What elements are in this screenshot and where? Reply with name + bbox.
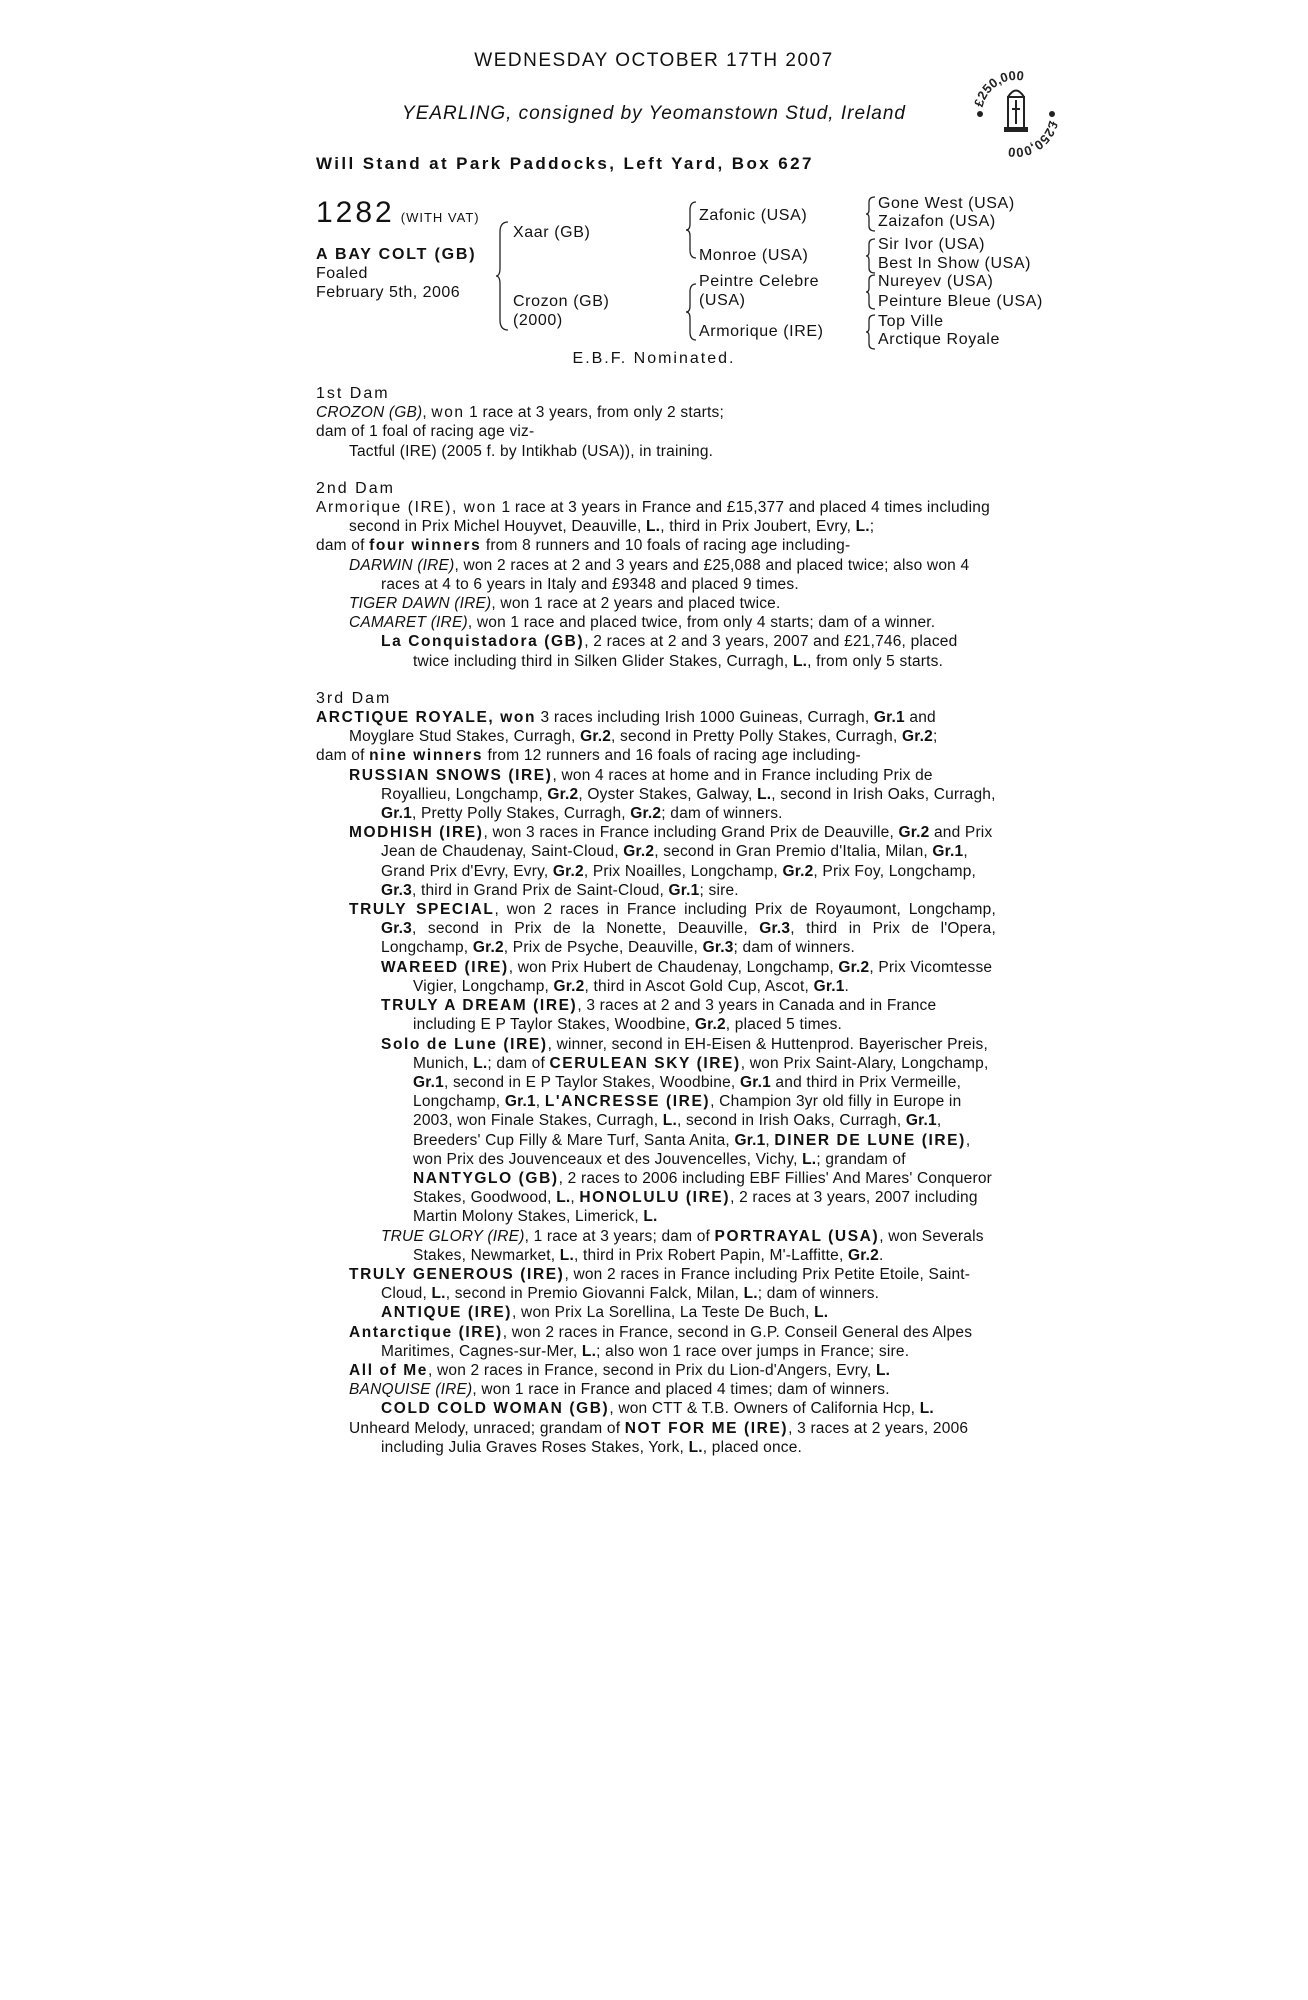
pedigree-brace-g2	[866, 238, 876, 274]
produce-antarctique: Antarctique (IRE), won 2 races in France, second in G.P. Conseil General des Alpes Maritimes, Cagnes-sur-Mer, L.; also won 1 race over jumps in France; sire.	[349, 1323, 973, 1360]
produce-all-of-me: All of Me, won 2 races in France, second in Prix du Lion-d'Angers, Evry, L.	[349, 1361, 891, 1379]
foaled-date: February 5th, 2006	[316, 284, 461, 301]
pedigree-brace-sire	[686, 200, 698, 260]
ddd: Arctique Royale	[878, 331, 1000, 348]
produce-cold-cold-woman: COLD COLD WOMAN (GB), won CTT & T.B. Owners of California Hcp, L.	[381, 1400, 934, 1418]
vat-note: (WITH VAT)	[400, 210, 480, 225]
pedigree-brace-dam	[686, 282, 698, 342]
dss: Nureyev (USA)	[878, 273, 994, 290]
ssd: Zaizafon (USA)	[878, 213, 996, 230]
produce-truly-special: TRULY SPECIAL, won 2 races in France including Prix de Royaumont, Longchamp, Gr.3, second in Prix de la Nonette, Deauville, Gr.3, third in Prix de l'Opera, Longchamp, Gr.2, Prix de Psyche, Deauville, Gr.3; dam of winners.	[349, 901, 997, 957]
produce-tiger-dawn: TIGER DAWN (IRE), won 1 race at 2 years and placed twice.	[349, 595, 781, 613]
produce-modhish: MODHISH (IRE), won 3 races in France including Grand Prix de Deauville, Gr.2 and Prix Jean de Chaudenay, Saint-Cloud, Gr.2, second in Gran Premio d'Italia, Milan, Gr.1, Grand Prix d'Evry, Evry, Gr.2, Prix Noailles, Longchamp, Gr.2, Prix Foy, Longchamp, Gr.3, third in Grand Prix de Saint-Cloud, Gr.1; sire.	[349, 824, 993, 899]
pedigree-brace-g1	[866, 196, 876, 232]
produce-la-conquistadora: La Conquistadora (GB), 2 races at 2 and 3 years, 2007 and £21,746, placed twice including third in Silken Glider Stakes, Curragh, L., from only 5 starts.	[381, 633, 958, 670]
svg-text:£250,000: £250,000	[970, 67, 1025, 109]
dam-dam: Armorique (IRE)	[699, 323, 824, 340]
stand-location: Will Stand at Park Paddocks, Left Yard, Box 627	[316, 154, 814, 173]
pedigree-brace-g4	[866, 314, 876, 350]
produce-antique: ANTIQUE (IRE), won Prix La Sorellina, La Teste De Buch, L.	[381, 1304, 829, 1322]
produce-solo-de-lune: Solo de Lune (IRE), winner, second in EH-Eisen & Huttenprod. Bayerischer Preis, Munich, L.; dam of CERULEAN SKY (IRE), won Prix Saint-Alary, Longchamp, Gr.1, second in E P Taylor Stakes, Woodbine, Gr.1 and third in Prix Vermeille, Longchamp, Gr.1, L'ANCRESSE (IRE), Champion 3yr old filly in Europe in 2003, won Finale Stakes, Curragh, L., second in Irish Oaks, Curragh, Gr.1, Breeders' Cup Filly & Mare Turf, Santa Anita, Gr.1, DINER DE LUNE (IRE), won Prix des Jouvenceaux et des Jouvencelles, Vichy, L.; grandam of NANTYGLO (GB), 2 races to 2006 including EBF Fillies' And Mares' Conqueror Stakes, Goodwood, L., HONOLULU (IRE), 2 races at 3 years, 2007 including Martin Molony Stakes, Limerick, L.	[381, 1035, 993, 1226]
dam-sire-line2: (USA)	[699, 292, 746, 309]
sss: Gone West (USA)	[878, 195, 1015, 212]
third-dam-record: ARCTIQUE ROYALE, won 3 races including Irish 1000 Guineas, Curragh, Gr.1 and Moyglare Stud Stakes, Curragh, Gr.2, second in Pretty Polly Stakes, Curragh, Gr.2;	[316, 709, 938, 746]
dsd: Peinture Bleue (USA)	[878, 293, 1043, 310]
produce-banquise: BANQUISE (IRE), won 1 race in France and placed 4 times; dam of winners.	[349, 1381, 890, 1399]
third-dam-produce-intro: dam of nine winners from 12 runners and 16 foals of racing age including-	[316, 747, 861, 765]
third-dam-heading: 3rd Dam	[316, 689, 392, 707]
dam-name: Crozon (GB)	[513, 293, 610, 310]
consignor-line: YEARLING, consigned by Yeomanstown Stud, Ireland	[402, 103, 906, 124]
first-dam-produce: Tactful (IRE) (2005 f. by Intikhab (USA)), in training.	[349, 442, 714, 460]
pedigree-body	[316, 384, 996, 1457]
first-dam-heading: 1st Dam	[316, 385, 390, 402]
produce-darwin: DARWIN (IRE), won 2 races at 2 and 3 years and £25,088 and placed twice; also won 4 races at 4 to 6 years in Italy and £9348 and placed 9 times.	[349, 556, 970, 593]
pedigree-brace-g3	[866, 274, 876, 310]
sire: Xaar (GB)	[513, 224, 591, 241]
sale-date: WEDNESDAY OCTOBER 17TH 2007	[474, 50, 834, 71]
sdd: Best In Show (USA)	[878, 255, 1032, 272]
produce-unheard-melody: Unheard Melody, unraced; grandam of NOT FOR ME (IRE), 3 races at 2 years, 2006 including Julia Graves Roses Stakes, York, L., placed once.	[349, 1419, 969, 1456]
second-dam-produce-intro: dam of four winners from 8 runners and 10 foals of racing age including-	[316, 537, 851, 555]
produce-russian-snows: RUSSIAN SNOWS (IRE), won 4 races at home and in France including Prix de Royallieu, Longchamp, Gr.2, Oyster Stakes, Galway, L., second in Irish Oaks, Curragh, Gr.1, Pretty Polly Stakes, Curragh, Gr.2; dam of winners.	[349, 766, 996, 823]
produce-truly-generous: TRULY GENEROUS (IRE), won 2 races in France including Prix Petite Etoile, Saint-Cloud, L., second in Premio Giovanni Falck, Milan, L.; dam of winners.	[349, 1265, 971, 1303]
dam-sire-line1: Peintre Celebre	[699, 273, 820, 290]
dam-year: (2000)	[513, 312, 563, 329]
foaled-label: Foaled	[316, 265, 368, 282]
dds: Top Ville	[878, 313, 944, 330]
sds: Sir Ivor (USA)	[878, 236, 986, 253]
produce-camaret: CAMARET (IRE), won 1 race and placed twice, from only 4 starts; dam of a winner.	[349, 614, 936, 632]
horse-description: A BAY COLT (GB)	[316, 246, 477, 263]
first-dam-text: CROZON (GB), won 1 race at 3 years, from only 2 starts; dam of 1 foal of racing age viz-	[316, 404, 724, 441]
lot-number: 1282	[316, 196, 395, 229]
svg-text:£250,000: £250,000	[1007, 119, 1062, 160]
ebf-nomination: E.B.F. Nominated.	[572, 350, 736, 367]
produce-truly-a-dream: TRULY A DREAM (IRE), 3 races at 2 and 3 years in Canada and in France including E P Taylor Stakes, Woodbine, Gr.2, placed 5 times.	[381, 997, 937, 1034]
produce-true-glory: TRUE GLORY (IRE), 1 race at 3 years; dam of PORTRAYAL (USA), won Severals Stakes, Newmarket, L., third in Prix Robert Papin, M'-Laffitte, Gr.2.	[381, 1227, 984, 1264]
price-seal-logo	[968, 64, 1064, 160]
foaled-info	[316, 264, 460, 302]
lot-number-block	[316, 196, 480, 230]
second-dam-heading: 2nd Dam	[316, 479, 395, 497]
produce-wareed: WAREED (IRE), won Prix Hubert de Chaudenay, Longchamp, Gr.2, Prix Vicomtesse Vigier, Longchamp, Gr.2, third in Ascot Gold Cup, Ascot, Gr.1.	[381, 958, 993, 995]
pedigree-brace-main	[496, 220, 510, 332]
second-dam-record: Armorique (IRE), won 1 race at 3 years in France and £15,377 and placed 4 times including second in Prix Michel Houyvet, Deauville, L., third in Prix Joubert, Evry, L.;	[316, 499, 990, 536]
sire-dam: Monroe (USA)	[699, 247, 809, 264]
sire-sire: Zafonic (USA)	[699, 207, 808, 224]
